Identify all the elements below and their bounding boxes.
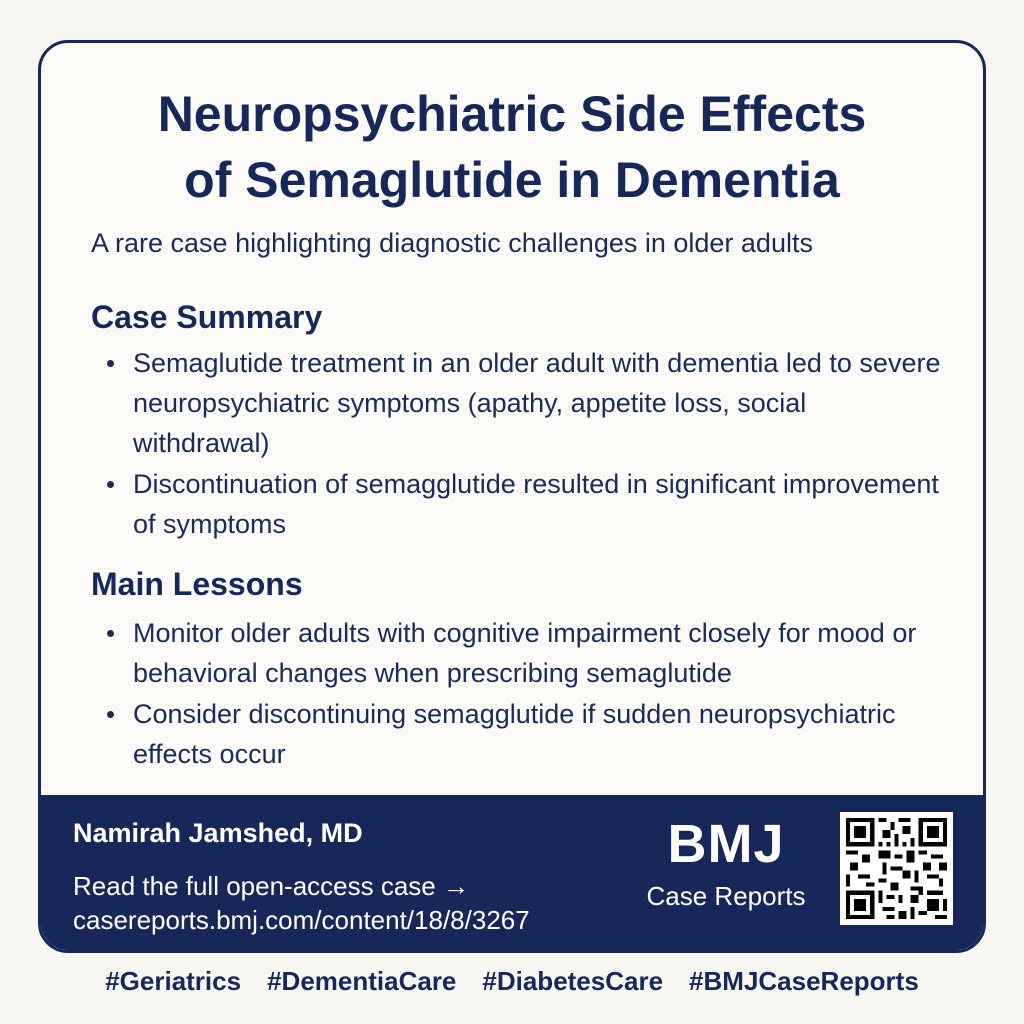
list-item bbox=[107, 343, 947, 463]
list-item bbox=[107, 613, 947, 693]
list-item-text: Discontinuation of semagglutide resulted in significant improvement of symptoms bbox=[133, 469, 939, 539]
bullet-icon bbox=[107, 630, 114, 637]
brand-name: BMJ bbox=[667, 814, 785, 874]
footer-banner bbox=[41, 795, 983, 950]
main-lessons-heading: Main Lessons bbox=[91, 566, 303, 602]
case-card bbox=[38, 40, 986, 953]
hashtag-geriatrics[interactable]: #Geriatrics bbox=[105, 966, 242, 996]
qr-code-graphic bbox=[846, 818, 947, 919]
subtitle: A rare case highlighting diagnostic challenges in older adults bbox=[91, 228, 813, 258]
title-line-1: Neuropsychiatric Side Effects bbox=[157, 86, 867, 142]
hashtag-row bbox=[38, 966, 986, 997]
bullet-icon bbox=[107, 711, 114, 718]
list-item bbox=[107, 464, 947, 544]
title-line-2: of Semaglutide in Dementia bbox=[184, 152, 840, 208]
main-lessons-list bbox=[107, 613, 947, 775]
read-line-1: Read the full open-access case → bbox=[73, 871, 469, 901]
list-item-text: Consider discontinuing semagglutide if sudden neuropsychiatric effects occur bbox=[133, 699, 896, 769]
hashtag-dementia-care[interactable]: #DementiaCare bbox=[267, 966, 457, 996]
page-title bbox=[41, 81, 983, 213]
list-item-text: Semaglutide treatment in an older adult with dementia led to severe neuropsychiatric symptoms (apathy, appetite loss, social withdrawal) bbox=[133, 348, 941, 458]
article-url[interactable]: casereports.bmj.com/content/18/8/3267 bbox=[73, 905, 530, 935]
case-summary-list bbox=[107, 343, 947, 545]
bullet-icon bbox=[107, 360, 114, 367]
qr-code-icon[interactable] bbox=[840, 812, 953, 925]
read-full-case-link[interactable] bbox=[73, 869, 623, 937]
case-summary-heading: Case Summary bbox=[91, 299, 323, 335]
list-item-text: Monitor older adults with cognitive impairment closely for mood or behavioral changes when prescribing semaglutide bbox=[133, 618, 917, 688]
brand-subtitle: Case Reports bbox=[646, 881, 806, 911]
hashtag-bmj-case-reports[interactable]: #BMJCaseReports bbox=[689, 966, 919, 996]
author-name: Namirah Jamshed, MD bbox=[73, 818, 363, 848]
hashtag-diabetes-care[interactable]: #DiabetesCare bbox=[482, 966, 664, 996]
bullet-icon bbox=[107, 481, 114, 488]
bmj-logo bbox=[631, 813, 821, 913]
list-item bbox=[107, 694, 947, 774]
